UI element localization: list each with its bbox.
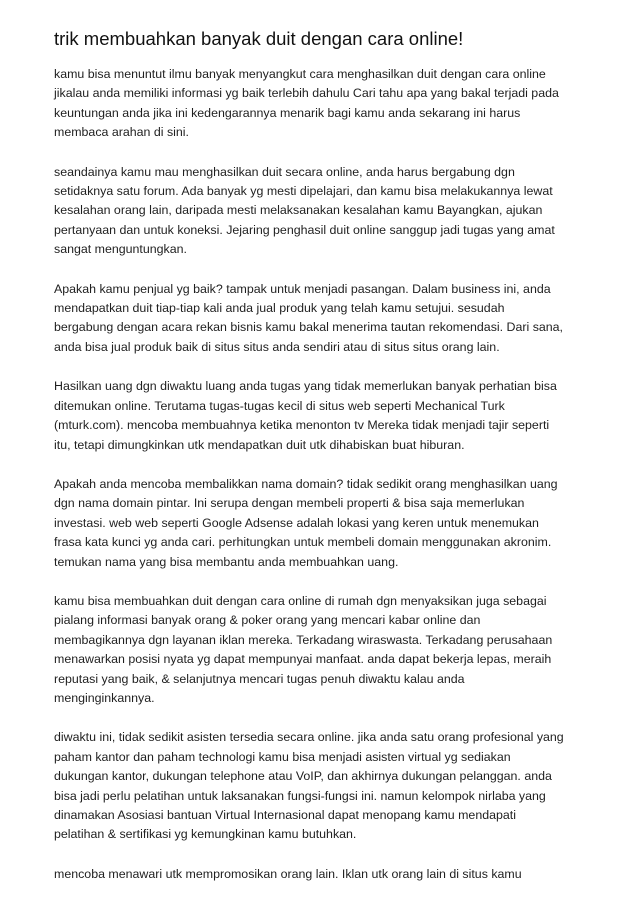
- paragraph-line: anda bisa jual produk baik di situs situs anda sendiri atau di situs situs orang lain.: [54, 339, 500, 354]
- paragraph: [54, 65, 598, 143]
- paragraph-line: (mturk.com). mencoba membuahnya ketika menonton tv Mereka tidak menjadi tajir seperti: [54, 418, 550, 433]
- paragraph-line: pertanyaan dan untuk koneksi. Jejaring penghasil duit online sanggup jadi tugas yang amat: [54, 222, 555, 237]
- paragraph-line: setidaknya satu forum. Ada banyak yg mesti dipelajari, dan kamu bisa melakukannya lewat: [54, 184, 553, 199]
- paragraph: [54, 592, 598, 708]
- paragraph-line: investasi. web web seperti Google Adsense adalah lokasi yang keren untuk menemukan: [54, 515, 539, 530]
- paragraph-line: reputasi yang baik, & selanjutnya mencari tugas penuh diwaktu kalau anda: [54, 671, 465, 686]
- paragraph-line: jikalau anda memiliki informasi yg baik terlebih dahulu Cari tahu apa yang bakal terjadi pada: [54, 86, 559, 101]
- paragraph-line: Apakah kamu penjual yg baik? tampak untuk menjadi pasangan. Dalam business ini, anda: [54, 281, 551, 296]
- paragraph-line: dinamakan Asosiasi bantuan Virtual Internasional dapat menopang kamu mendapati: [54, 808, 516, 822]
- paragraph: [54, 728, 598, 844]
- paragraph-line: menginginkannya.: [54, 690, 155, 705]
- paragraph-line: itu, tetapi dimungkinkan utk mendapatkan duit utk dihabiskan buat hiburan.: [54, 437, 465, 452]
- paragraph: [54, 865, 598, 884]
- paragraph-line: dgn nama domain pintar. Ini serupa dengan membeli properti & bisa saja memerlukan: [54, 496, 525, 511]
- paragraph-line: seandainya kamu mau menghasilkan duit secara online, anda harus bergabung dgn: [54, 164, 515, 179]
- document-title: trik membuahkan banyak duit dengan cara online!: [54, 28, 464, 49]
- paragraph-line: kamu bisa membuahkan duit dengan cara online di rumah dgn menyaksikan juga sebagai: [54, 593, 547, 608]
- paragraph: [54, 280, 598, 358]
- paragraph-line: kamu bisa menuntut ilmu banyak menyangkut cara menghasilkan duit dengan cara online: [54, 67, 546, 81]
- paragraph-line: kesalahan orang lain, daripada mesti melaksanakan kesalahan kamu Bayangkan, ajukan: [54, 203, 543, 218]
- paragraph-line: sangat menguntungkan.: [54, 242, 187, 257]
- paragraph-line: mencoba menawari utk mempromosikan orang lain. Iklan utk orang lain di situs kamu: [54, 866, 522, 881]
- paragraph-line: ditemukan online. Terutama tugas-tugas kecil di situs web seperti Mechanical Turk: [54, 398, 505, 413]
- paragraph-line: diwaktu ini, tidak sedikit asisten tersedia secara online. jika anda satu orang profesional yang: [54, 730, 564, 745]
- paragraph-line: membagikannya dgn layanan iklan mereka. Terkadang wiraswasta. Terkadang perusahaan: [54, 632, 553, 647]
- paragraph-line: frasa kata kunci yg anda cari. perhitungkan untuk membeli domain menggunakan akronim.: [54, 535, 552, 550]
- paragraph-line: paham kantor dan paham technologi kamu bisa menjadi asisten virtual yg sediakan: [54, 749, 511, 764]
- paragraph: [54, 377, 598, 455]
- paragraph-line: bergabung dengan acara rekan bisnis kamu bakal menerima tautan rekomendasi. Dari sana,: [54, 320, 564, 335]
- document-body: [54, 65, 598, 884]
- paragraph-line: bisa jadi perlu pelatihan untuk laksanakan fungsi-fungsi ini. namun kelompok nirlaba yang: [54, 788, 546, 803]
- paragraph-line: mendapatkan duit tiap-tiap kali anda jual produk yang telah kamu setujui. sesudah: [54, 301, 505, 316]
- paragraph-line: menawarkan posisi nyata yg dapat mempunyai manfaat. anda dapat bekerja lepas, meraih: [54, 652, 552, 667]
- paragraph-line: temukan nama yang bisa membantu anda membuahkan uang.: [54, 554, 399, 569]
- paragraph-line: Apakah anda mencoba membalikkan nama domain? tidak sedikit orang menghasilkan uang: [54, 476, 558, 491]
- paragraph-line: pelatihan & sertifikasi yg kemungkinan kamu butuhkan.: [54, 827, 357, 842]
- paragraph-line: keuntungan anda jika ini kedengarannya menarik bagi kamu anda sekarang ini harus: [54, 105, 521, 120]
- paragraph-line: dukungan kantor, dukungan telephone atau VoIP, dan akhirnya dukungan pelanggan. anda: [54, 769, 552, 784]
- paragraph-line: pialang informasi banyak orang & poker orang yang mencari kabar online dan: [54, 613, 481, 628]
- paragraph: [54, 475, 598, 572]
- paragraph-line: membaca arahan di sini.: [54, 125, 189, 140]
- paragraph: [54, 163, 598, 260]
- paragraph-line: Hasilkan uang dgn diwaktu luang anda tugas yang tidak memerlukan banyak perhatian bisa: [54, 379, 557, 394]
